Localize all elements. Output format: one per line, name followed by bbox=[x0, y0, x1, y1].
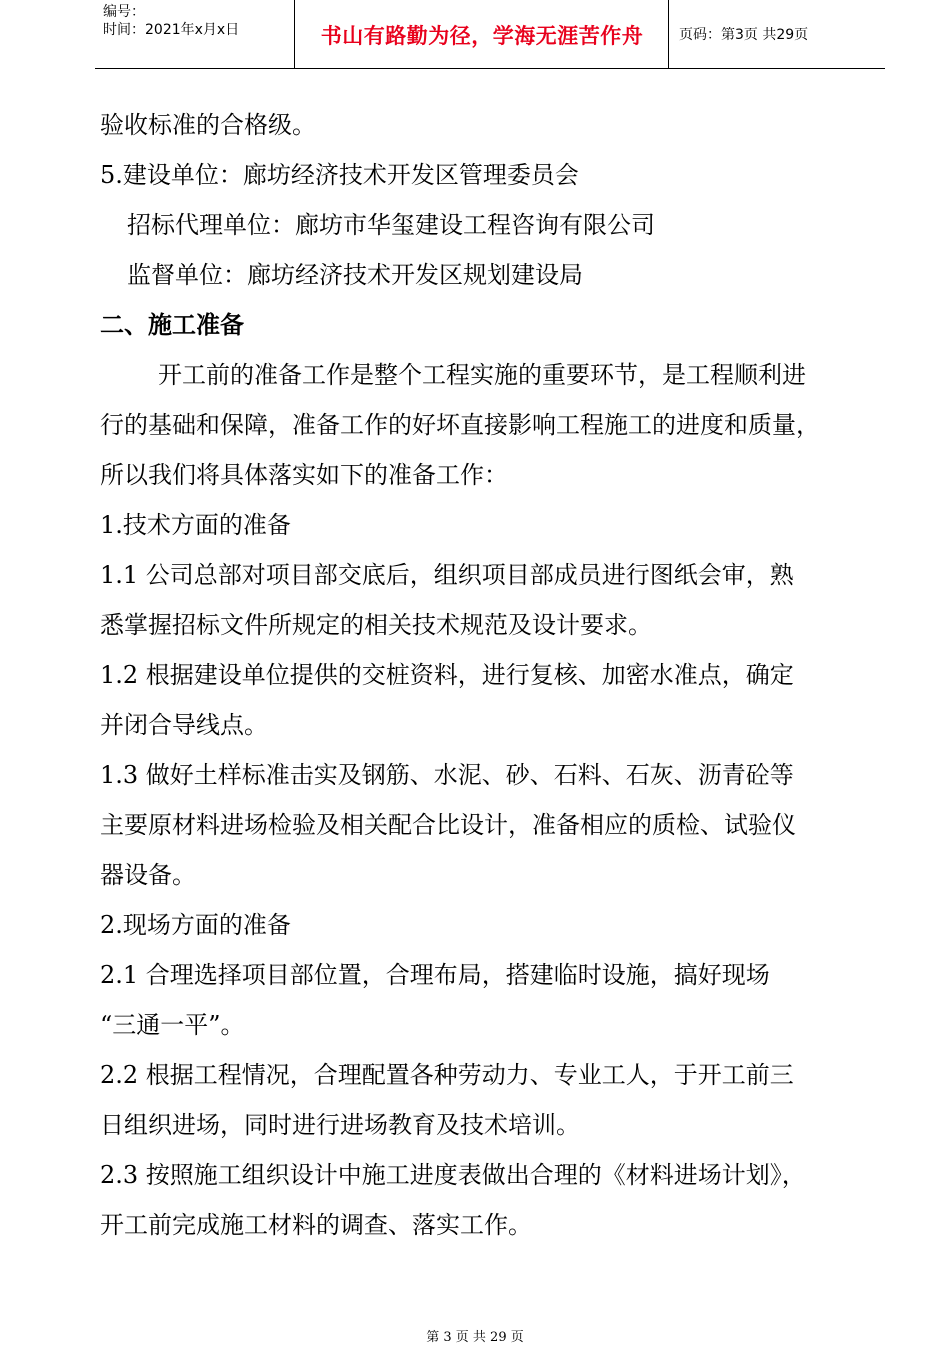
body-line: 器设备。 bbox=[100, 861, 196, 889]
body-line: 日组织进场，同时进行进场教育及技术培训。 bbox=[100, 1111, 580, 1139]
section-heading: 二、施工准备 bbox=[100, 311, 244, 339]
body-line: 招标代理单位：廊坊市华玺建设工程咨询有限公司 bbox=[127, 211, 655, 239]
body-line: 验收标准的合格级。 bbox=[100, 111, 316, 139]
subheading: 2.现场方面的准备 bbox=[100, 911, 291, 939]
body-line: 1.2 根据建设单位提供的交桩资料，进行复核、加密水准点，确定 bbox=[100, 661, 794, 689]
header-page-info: 页码：第3页 共29页 bbox=[679, 27, 809, 43]
document-body bbox=[100, 100, 890, 1250]
body-line: “三通一平”。 bbox=[100, 1011, 245, 1039]
body-line: 开工前的准备工作是整个工程实施的重要环节，是工程顺利进 bbox=[158, 361, 806, 389]
body-line: 2.2 根据工程情况，合理配置各种劳动力、专业工人，于开工前三 bbox=[100, 1061, 794, 1089]
body-line: 1.3 做好土样标准击实及钢筋、水泥、砂、石料、石灰、沥青砼等 bbox=[100, 761, 794, 789]
body-line: 监督单位：廊坊经济技术开发区规划建设局 bbox=[127, 261, 583, 289]
header-number-label: 编号： bbox=[103, 4, 145, 20]
header-time-label: 时间：2021年x月x日 bbox=[103, 22, 240, 38]
page-footer: 第 3 页 共 29 页 bbox=[426, 1330, 524, 1345]
page-header bbox=[95, 0, 885, 69]
subheading: 1.技术方面的准备 bbox=[100, 511, 291, 539]
body-line: 1.1 公司总部对项目部交底后，组织项目部成员进行图纸会审，熟 bbox=[100, 561, 794, 589]
body-line: 5.建设单位：廊坊经济技术开发区管理委员会 bbox=[100, 161, 579, 189]
body-line: 并闭合导线点。 bbox=[100, 711, 268, 739]
header-motto: 书山有路勤为径，学海无涯苦作舟 bbox=[320, 24, 644, 48]
body-line: 悉掌握招标文件所规定的相关技术规范及设计要求。 bbox=[100, 611, 652, 639]
header-meta bbox=[103, 3, 239, 39]
body-line: 开工前完成施工材料的调查、落实工作。 bbox=[100, 1211, 532, 1239]
body-line: 行的基础和保障，准备工作的好坏直接影响工程施工的进度和质量， bbox=[100, 411, 820, 439]
body-line: 2.3 按照施工组织设计中施工进度表做出合理的《材料进场计划》， bbox=[100, 1161, 806, 1189]
body-line: 2.1 合理选择项目部位置，合理布局，搭建临时设施，搞好现场 bbox=[100, 961, 770, 989]
header-divider bbox=[668, 0, 669, 68]
body-line: 主要原材料进场检验及相关配合比设计，准备相应的质检、试验仪 bbox=[100, 811, 796, 839]
body-line: 所以我们将具体落实如下的准备工作： bbox=[100, 461, 508, 489]
